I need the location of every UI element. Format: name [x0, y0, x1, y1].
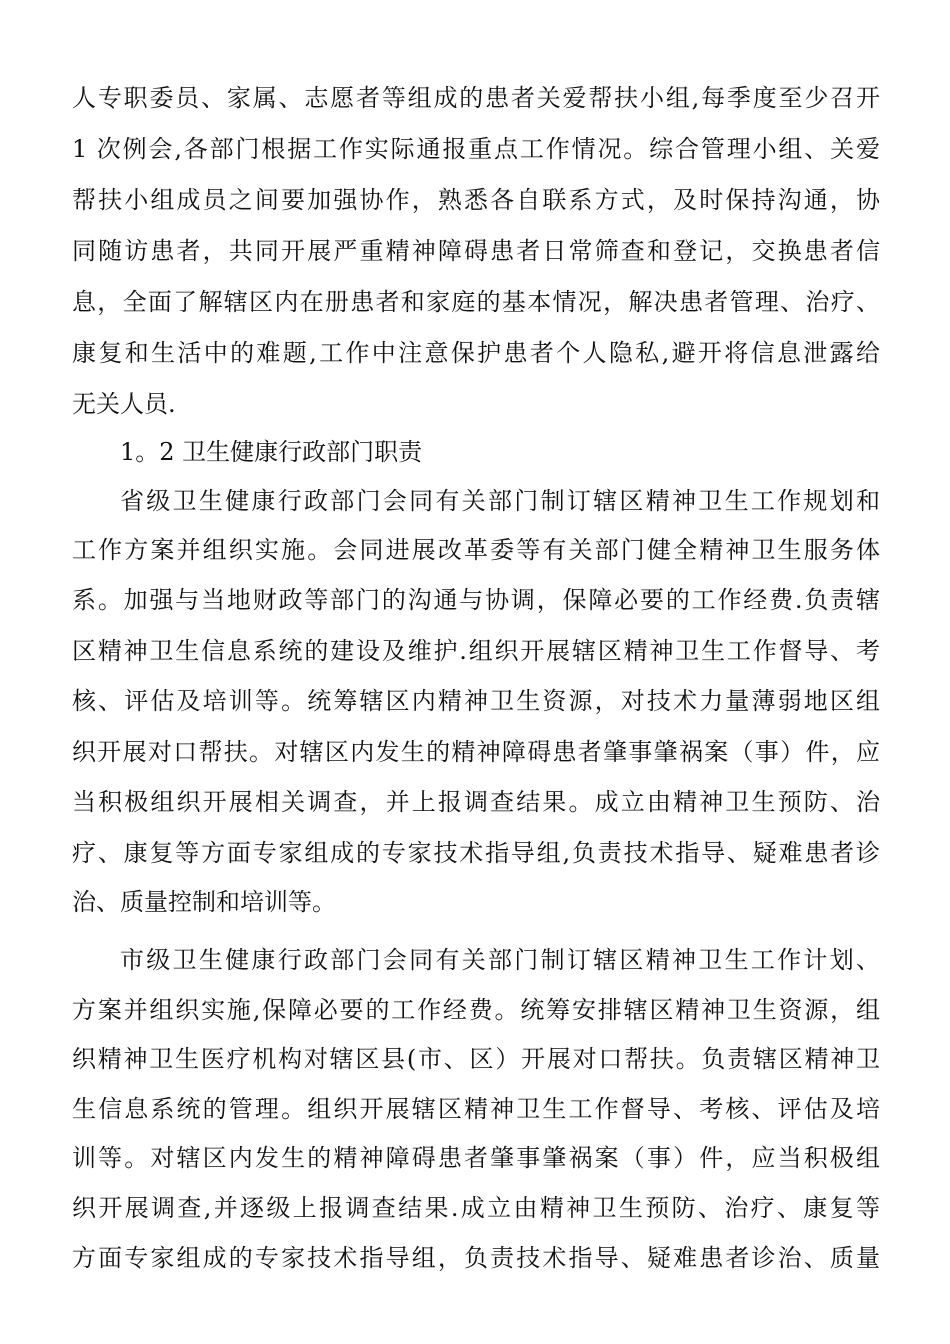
section-heading: 1。2 卫生健康行政部门职责: [120, 438, 423, 466]
paragraph-1-line: 同随访患者，共同开展严重精神障碍患者日常筛查和登记，交换患者信: [72, 237, 880, 265]
paragraph-3-line: 织开展调查,并逐级上报调查结果.成立由精神卫生预防、治疗、康复等: [72, 1194, 880, 1222]
paragraph-2-line: 区精神卫生信息系统的建设及维护.组织开展辖区精神卫生工作督导、考: [72, 637, 880, 665]
paragraph-1-line: 息，全面了解辖区内在册患者和家庭的基本情况，解决患者管理、治疗、: [72, 288, 880, 316]
paragraph-3-line: 生信息系统的管理。组织开展辖区精神卫生工作督导、考核、评估及培: [72, 1095, 880, 1123]
paragraph-2-line: 治、质量控制和培训等。: [72, 888, 336, 916]
paragraph-3-line: 织精神卫生医疗机构对辖区县(市、区）开展对口帮扶。负责辖区精神卫: [72, 1045, 880, 1073]
paragraph-1-line: 1 次例会,各部门根据工作实际通报重点工作情况。综合管理小组、关爱: [72, 135, 880, 163]
paragraph-3-line: 方面专家组成的专家技术指导组，负责技术指导、疑难患者诊治、质量: [72, 1244, 880, 1272]
paragraph-1-line: 帮扶小组成员之间要加强协作，熟悉各自联系方式，及时保持沟通，协: [72, 186, 880, 214]
paragraph-1-line: 人专职委员、家属、志愿者等组成的患者关爱帮扶小组,每季度至少召开: [72, 84, 880, 112]
paragraph-1-line: 康复和生活中的难题,工作中注意保护患者个人隐私,避开将信息泄露给: [72, 339, 880, 367]
paragraph-3-line: 市级卫生健康行政部门会同有关部门制订辖区精神卫生工作计划、: [120, 946, 880, 974]
paragraph-3-line: 方案并组织实施,保障必要的工作经费。统筹安排辖区精神卫生资源，组: [72, 996, 880, 1024]
paragraph-2-line: 省级卫生健康行政部门会同有关部门制订辖区精神卫生工作规划和: [120, 487, 880, 515]
paragraph-3-line: 训等。对辖区内发生的精神障碍患者肇事肇祸案（事）件，应当积极组: [72, 1144, 880, 1172]
paragraph-2-line: 工作方案并组织实施。会同进展改革委等有关部门健全精神卫生服务体: [72, 536, 880, 564]
paragraph-2-line: 疗、康复等方面专家组成的专家技术指导组,负责技术指导、疑难患者诊: [72, 839, 880, 867]
paragraph-1-line: 无关人员.: [72, 390, 176, 418]
paragraph-2-line: 织开展对口帮扶。对辖区内发生的精神障碍患者肇事肇祸案（事）件，应: [72, 738, 880, 766]
paragraph-2-line: 当积极组织开展相关调查，并上报调查结果。成立由精神卫生预防、治: [72, 788, 880, 816]
paragraph-2-line: 系。加强与当地财政等部门的沟通与协调，保障必要的工作经费.负责辖: [72, 586, 880, 614]
paragraph-2-line: 核、评估及培训等。统筹辖区内精神卫生资源，对技术力量薄弱地区组: [72, 687, 880, 715]
